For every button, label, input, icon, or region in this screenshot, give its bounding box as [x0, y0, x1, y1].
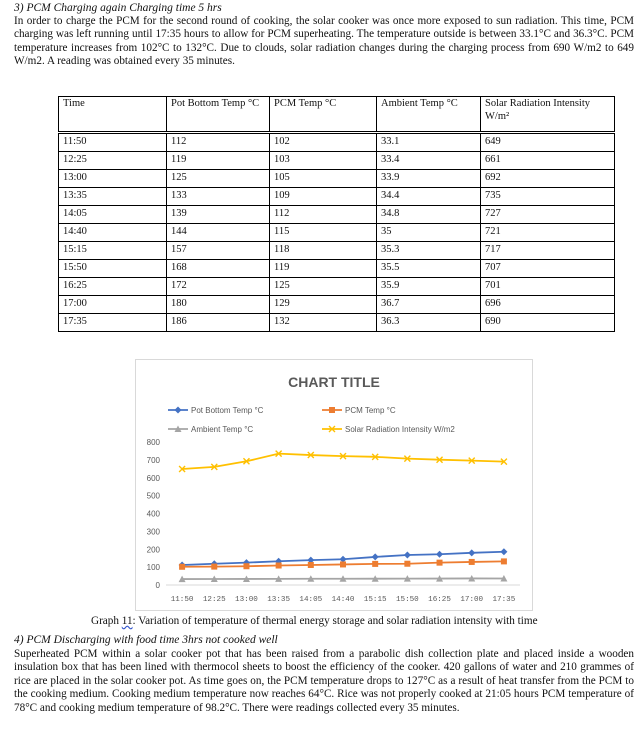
legend-label: Solar Radiation Intensity W/m2: [345, 425, 455, 434]
data-point: [469, 559, 475, 565]
table-row: [59, 224, 615, 242]
solar-radiation-cell: 735: [481, 188, 615, 206]
time-cell: 17:00: [59, 296, 167, 314]
data-point: [437, 560, 443, 566]
table-row: [59, 133, 615, 152]
table-row: [59, 260, 615, 278]
data-point: [404, 551, 411, 558]
legend-item: [168, 425, 253, 434]
pcm-temp-cell: 102: [270, 133, 377, 152]
time-cell: 14:05: [59, 206, 167, 224]
pcm-temp-cell: 103: [270, 152, 377, 170]
y-tick-label: 0: [155, 581, 160, 590]
time-cell: 14:40: [59, 224, 167, 242]
ambient-temp-cell: 35.9: [377, 278, 481, 296]
y-tick-label: 300: [146, 527, 160, 537]
y-tick-label: 700: [146, 455, 160, 465]
data-point: [372, 553, 379, 560]
ambient-temp-cell: 36.3: [377, 314, 481, 332]
solar-radiation-cell: 661: [481, 152, 615, 170]
pcm-temp-cell: 115: [270, 224, 377, 242]
pcm-temp-cell: 132: [270, 314, 377, 332]
time-cell: 13:00: [59, 170, 167, 188]
x-tick-label: 17:35: [492, 596, 516, 604]
pot-bottom-temp-cell: 180: [167, 296, 270, 314]
table-row: [59, 170, 615, 188]
table-row: [59, 278, 615, 296]
time-cell: 11:50: [59, 133, 167, 152]
chart-y-axis: [147, 438, 161, 590]
data-point: [243, 563, 249, 569]
data-point: [372, 561, 378, 567]
chart-series: [179, 451, 508, 582]
table-row: [59, 152, 615, 170]
chart-legend: [168, 406, 455, 434]
table-row: [59, 314, 615, 332]
time-cell: 15:15: [59, 242, 167, 260]
pot-bottom-temp-cell: 125: [167, 170, 270, 188]
section-4-heading: 4) PCM Discharging with food time 3hrs not cooked well: [14, 634, 278, 646]
table-row: [59, 296, 615, 314]
chart-title: CHART TITLE: [288, 374, 380, 390]
legend-marker: [329, 407, 335, 413]
y-tick-label: 500: [146, 491, 160, 501]
x-tick-label: 11:50: [170, 596, 194, 604]
ambient-temp-cell: 35: [377, 224, 481, 242]
pot-bottom-temp-cell: 157: [167, 242, 270, 260]
caption-prefix: Graph: [91, 615, 122, 627]
legend-label: Pot Bottom Temp °C: [191, 406, 264, 415]
pot-bottom-temp-cell: 133: [167, 188, 270, 206]
header-pot-bottom-temp: Pot Bottom Temp °C: [167, 97, 270, 133]
solar-radiation-cell: 721: [481, 224, 615, 242]
solar-radiation-cell: 701: [481, 278, 615, 296]
legend-item: [322, 406, 396, 415]
x-tick-label: 15:50: [395, 596, 419, 604]
table-row: [59, 188, 615, 206]
chart-canvas: [136, 360, 532, 610]
pcm-temp-cell: 105: [270, 170, 377, 188]
solar-radiation-cell: 696: [481, 296, 615, 314]
table-row: [59, 242, 615, 260]
pot-bottom-temp-cell: 186: [167, 314, 270, 332]
time-cell: 13:35: [59, 188, 167, 206]
header-time: Time: [59, 97, 167, 133]
x-tick-label: 16:25: [428, 596, 451, 604]
data-point: [468, 549, 475, 556]
ambient-temp-cell: 33.9: [377, 170, 481, 188]
section-3-heading: 3) PCM Charging again Charging time 5 hrs: [14, 2, 222, 14]
charging-data-table: [58, 96, 615, 332]
data-point: [179, 564, 185, 570]
header-ambient-temp: Ambient Temp °C: [377, 97, 481, 133]
pot-bottom-temp-cell: 168: [167, 260, 270, 278]
caption-number: 11: [121, 615, 133, 627]
ambient-temp-cell: 33.1: [377, 133, 481, 152]
legend-item: [168, 406, 264, 415]
ambient-temp-cell: 33.4: [377, 152, 481, 170]
header-pcm-temp: PCM Temp °C: [270, 97, 377, 133]
legend-marker: [175, 407, 182, 414]
pcm-temp-cell: 119: [270, 260, 377, 278]
table-row: [59, 206, 615, 224]
ambient-temp-cell: 34.4: [377, 188, 481, 206]
section-3-paragraph: In order to charge the PCM for the second round of cooking, the solar cooker was once more exposed to sun radiation. This time, PCM charging was left running until 17:35 hours to allow for PCM superheating. The temperature outside is between 33.1°C and 36.3°C. PCM temperature increases from 102°C to 132°C. Due to clouds, solar radiation changes during the charging process from 690 W/m2 to 649 W/m2. A reading was obtained every 35 minutes.: [14, 15, 634, 68]
graph-caption: [91, 615, 538, 628]
legend-label: Ambient Temp °C: [191, 425, 254, 434]
series-2: [179, 575, 508, 582]
solar-radiation-cell: 692: [481, 170, 615, 188]
pcm-temp-cell: 125: [270, 278, 377, 296]
x-tick-label: 13:00: [235, 596, 258, 604]
y-tick-label: 400: [146, 509, 160, 519]
x-tick-label: 14:05: [299, 596, 323, 604]
solar-radiation-cell: 649: [481, 133, 615, 152]
x-tick-label: 14:40: [331, 596, 355, 604]
ambient-temp-cell: 36.7: [377, 296, 481, 314]
chart-x-axis: [166, 585, 520, 604]
time-cell: 12:25: [59, 152, 167, 170]
data-point: [211, 564, 217, 570]
x-tick-label: 12:25: [202, 596, 226, 604]
y-tick-label: 200: [146, 545, 160, 555]
pcm-temp-cell: 118: [270, 242, 377, 260]
ambient-temp-cell: 35.5: [377, 260, 481, 278]
data-point: [500, 548, 507, 555]
data-point: [404, 561, 410, 567]
pot-bottom-temp-cell: 139: [167, 206, 270, 224]
pot-bottom-temp-cell: 112: [167, 133, 270, 152]
data-point: [501, 558, 507, 564]
ambient-temp-cell: 35.3: [377, 242, 481, 260]
table-body: [59, 133, 615, 332]
pot-bottom-temp-cell: 172: [167, 278, 270, 296]
pot-bottom-temp-cell: 144: [167, 224, 270, 242]
x-tick-label: 17:00: [460, 596, 484, 604]
pot-bottom-temp-cell: 119: [167, 152, 270, 170]
pcm-temp-cell: 129: [270, 296, 377, 314]
chart: [135, 359, 533, 611]
data-point: [276, 563, 282, 569]
y-tick-label: 800: [146, 438, 160, 447]
data-point: [436, 551, 443, 558]
solar-radiation-cell: 727: [481, 206, 615, 224]
x-tick-label: 13:35: [267, 596, 291, 604]
y-tick-label: 600: [146, 473, 160, 483]
solar-radiation-cell: 717: [481, 242, 615, 260]
pcm-temp-cell: 109: [270, 188, 377, 206]
solar-radiation-cell: 707: [481, 260, 615, 278]
section-4-paragraph: Superheated PCM within a solar cooker pot that has been raised from a parabolic dish collection plate and placed inside a wooden insulation box that has been lined with thermocol sheets to boost the efficiency of the cooker. 420 gallons of water and 210 grammes of rice are placed in the solar cooker pot. As time goes on, the PCM temperature drops to 127°C as a result of heat transfer from the PCM to the cooking medium. Cooking medium temperature now reaches 64°C. Rice was not properly cooked at 21:05 hours PCM temperature of 78°C and cooking medium temperature of 98.2°C. There were readings collected every 35 minutes.: [14, 648, 634, 714]
series-3: [179, 451, 507, 472]
legend-label: PCM Temp °C: [345, 406, 396, 415]
time-cell: 17:35: [59, 314, 167, 332]
y-tick-label: 100: [146, 563, 160, 573]
time-cell: 16:25: [59, 278, 167, 296]
x-tick-label: 15:15: [363, 596, 387, 604]
data-point: [340, 561, 346, 567]
data-point: [308, 562, 314, 568]
pcm-temp-cell: 112: [270, 206, 377, 224]
caption-text: : Variation of temperature of thermal energy storage and solar radiation intensity with time: [132, 615, 538, 627]
header-solar-radiation: Solar Radiation Intensity W/m²: [481, 97, 615, 133]
table-header-row: [59, 97, 615, 133]
ambient-temp-cell: 34.8: [377, 206, 481, 224]
legend-item: [322, 425, 455, 434]
solar-radiation-cell: 690: [481, 314, 615, 332]
time-cell: 15:50: [59, 260, 167, 278]
